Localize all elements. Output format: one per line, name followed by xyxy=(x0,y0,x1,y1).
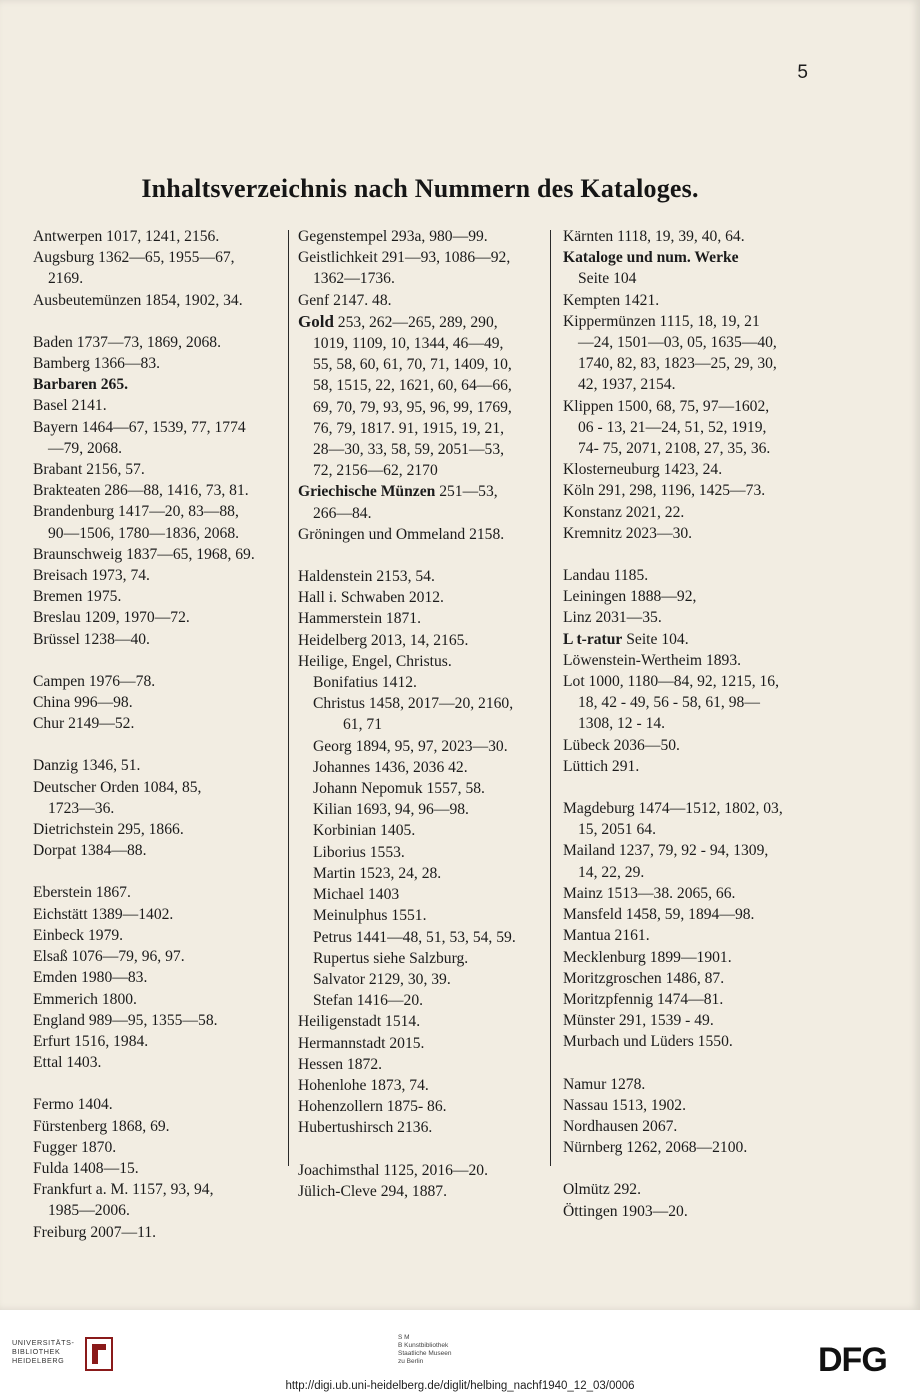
index-entry xyxy=(298,311,542,482)
entry-line: Münster 291, 1539 - 49. xyxy=(563,1012,714,1030)
index-subentry xyxy=(298,799,542,820)
index-entry xyxy=(33,1052,281,1073)
entry-line: Kataloge und num. Werke xyxy=(563,249,739,267)
entry-line: Moritzpfennig 1474—81. xyxy=(563,990,724,1008)
entry-line: Löwenstein-Wertheim 1893. xyxy=(563,651,742,669)
entry-line: Haldenstein 2153, 54. xyxy=(298,568,435,586)
entry-line: Gold 253, 262—265, 289, 290, xyxy=(298,311,498,331)
entry-line: Korbinian 1405. xyxy=(313,822,416,840)
entry-line: 1308, 12 - 14. xyxy=(578,715,666,733)
entry-line: Breisach 1973, 74. xyxy=(33,567,150,585)
university-library-logo[interactable] xyxy=(12,1338,75,1365)
entry-line: —79, 2068. xyxy=(48,439,123,457)
entry-line: Olmütz 292. xyxy=(563,1181,641,1199)
entry-line: Antwerpen 1017, 1241, 2156. xyxy=(33,228,220,245)
index-entry xyxy=(298,630,542,651)
entry-line: Basel 2141. xyxy=(33,397,107,415)
entry-line: Freiburg 2007—11. xyxy=(33,1223,157,1241)
entry-line: Salvator 2129, 30, 39. xyxy=(313,970,451,988)
index-entry xyxy=(563,607,815,628)
entry-line: Genf 2147. 48. xyxy=(298,291,392,309)
index-entry xyxy=(563,650,815,671)
index-entry xyxy=(33,353,281,374)
entry-line: Heiligenstadt 1514. xyxy=(298,1013,421,1031)
entry-line: Nordhausen 2067. xyxy=(563,1117,678,1135)
entry-line: Liborius 1553. xyxy=(313,843,405,861)
entry-line: Georg 1894, 95, 97, 2023—30. xyxy=(313,737,508,755)
index-entry xyxy=(298,524,542,545)
entry-line: Rupertus siehe Salzburg. xyxy=(313,949,469,967)
index-entry xyxy=(33,671,281,692)
entry-line: Dietrichstein 295, 1866. xyxy=(33,821,184,839)
index-gap xyxy=(33,1073,281,1094)
index-entry xyxy=(298,1096,542,1117)
entry-line: Bamberg 1366—83. xyxy=(33,355,161,373)
stamp-line: B Kunstbibliothek xyxy=(398,1342,449,1349)
permalink-url[interactable]: http://digi.ub.uni-heidelberg.de/diglit/helbing_nachf1940_12_03/0006 xyxy=(285,1380,635,1392)
index-entry xyxy=(563,1137,815,1158)
entry-line: 1362—1736. xyxy=(313,270,395,288)
dfg-logo[interactable] xyxy=(818,1344,910,1374)
entry-line: Kempten 1421. xyxy=(563,291,660,309)
entry-line: Namur 1278. xyxy=(563,1075,646,1093)
entry-line: Joachimsthal 1125, 2016—20. xyxy=(298,1161,488,1179)
entry-line: 14, 22, 29. xyxy=(578,863,645,881)
index-subentry xyxy=(298,969,542,990)
index-entry xyxy=(33,755,281,776)
index-entry xyxy=(33,501,281,543)
index-entry xyxy=(563,756,815,777)
entry-line: Heidelberg 2013, 14, 2165. xyxy=(298,631,469,649)
entry-line: Hohenlohe 1873, 74. xyxy=(298,1076,429,1094)
entry-line: Barbaren 265. xyxy=(33,376,129,394)
index-entry xyxy=(33,565,281,586)
entry-line: China 996—98. xyxy=(33,694,133,712)
index-entry xyxy=(33,226,281,247)
entry-line: Danzig 1346, 51. xyxy=(33,757,141,775)
index-entry xyxy=(33,1158,281,1179)
entry-line: Baden 1737—73, 1869, 2068. xyxy=(33,333,221,351)
logo-text-line: UNIVERSITÄTS- xyxy=(12,1338,75,1347)
index-entry xyxy=(298,290,542,311)
entry-line: Klippen 1500, 68, 75, 97—1602, xyxy=(563,397,770,415)
library-emblem-icon xyxy=(84,1336,114,1372)
index-entry xyxy=(33,882,281,903)
entry-line: Heilige, Engel, Christus. xyxy=(298,652,452,670)
entry-line: Emden 1980—83. xyxy=(33,969,148,987)
entry-line: 1740, 82, 83, 1823—25, 29, 30, xyxy=(578,355,777,373)
entry-line: Mailand 1237, 79, 92 - 94, 1309, xyxy=(563,842,769,860)
index-entry xyxy=(563,311,815,396)
index-entry xyxy=(563,1074,815,1095)
index-entry xyxy=(563,904,815,925)
index-gap xyxy=(33,311,281,332)
index-entry xyxy=(298,1011,542,1032)
index-subentry xyxy=(298,820,542,841)
entry-line: Landau 1185. xyxy=(563,567,649,585)
entry-line: Deutscher Orden 1084, 85, xyxy=(33,778,202,796)
entry-line: Emmerich 1800. xyxy=(33,990,137,1008)
index-entry xyxy=(33,395,281,416)
index-entry xyxy=(33,904,281,925)
entry-line: Kremnitz 2023—30. xyxy=(563,524,693,542)
index-subentry xyxy=(298,927,542,948)
entry-line: Kärnten 1118, 19, 39, 40, 64. xyxy=(563,228,745,245)
index-entry xyxy=(563,968,815,989)
entry-line: Meinulphus 1551. xyxy=(313,907,427,925)
index-entry xyxy=(563,480,815,501)
entry-line: Ettal 1403. xyxy=(33,1054,102,1072)
index-entry xyxy=(563,883,815,904)
index-entry xyxy=(563,1179,815,1200)
entry-line: Öttingen 1903—20. xyxy=(563,1202,688,1220)
index-subentry xyxy=(298,905,542,926)
index-entry xyxy=(298,587,542,608)
entry-line: Brandenburg 1417—20, 83—88, xyxy=(33,503,239,521)
entry-line: 266—84. xyxy=(313,504,372,522)
entry-line: Gröningen und Ommeland 2158. xyxy=(298,525,505,543)
index-entry xyxy=(33,1031,281,1052)
index-entry xyxy=(298,481,542,523)
index-column-3 xyxy=(563,226,815,1222)
index-entry xyxy=(563,1010,815,1031)
index-subentry xyxy=(298,672,542,693)
index-entry xyxy=(298,226,542,247)
index-subentry xyxy=(298,990,542,1011)
entry-line: Hammerstein 1871. xyxy=(298,610,421,628)
entry-line: Hessen 1872. xyxy=(298,1055,383,1073)
index-gap xyxy=(33,734,281,755)
index-entry xyxy=(298,1181,542,1202)
entry-line: Bonifatius 1412. xyxy=(313,674,417,692)
entry-line: Bremen 1975. xyxy=(33,588,122,606)
entry-line: Lot 1000, 1180—84, 92, 1215, 16, xyxy=(563,673,779,691)
index-entry xyxy=(33,925,281,946)
page-title: Inhaltsverzeichnis nach Nummern des Kataloges. xyxy=(141,174,699,203)
entry-line: 42, 1937, 2154. xyxy=(578,376,676,394)
index-gap xyxy=(33,861,281,882)
entry-line: Kilian 1693, 94, 96—98. xyxy=(313,801,469,819)
entry-line: Erfurt 1516, 1984. xyxy=(33,1032,149,1050)
entry-line: Braunschweig 1837—65, 1968, 69. xyxy=(33,545,255,563)
entry-line: Mainz 1513—38. 2065, 66. xyxy=(563,884,736,902)
entry-line: 74- 75, 2071, 2108, 27, 35, 36. xyxy=(578,440,771,458)
entry-line: Seite 104 xyxy=(578,270,637,288)
entry-line: Kippermünzen 1115, 18, 19, 21 xyxy=(563,312,760,330)
index-subentry xyxy=(298,863,542,884)
index-entry xyxy=(33,777,281,819)
entry-line: Nassau 1513, 1902. xyxy=(563,1096,687,1114)
entry-line: Fürstenberg 1868, 69. xyxy=(33,1117,170,1135)
index-entry xyxy=(33,629,281,650)
index-entry xyxy=(33,967,281,988)
entry-line: 15, 2051 64. xyxy=(578,821,656,839)
entry-line: Griechische Münzen 251—53, xyxy=(298,483,498,501)
index-entry xyxy=(33,544,281,565)
logo-text-line: BIBLIOTHEK xyxy=(12,1347,61,1356)
index-entry xyxy=(563,1031,815,1052)
entry-line: Ausbeutemünzen 1854, 1902, 34. xyxy=(33,291,243,309)
index-entry xyxy=(33,1116,281,1137)
entry-line: Mecklenburg 1899—1901. xyxy=(563,948,732,966)
index-entry xyxy=(33,480,281,501)
column-divider xyxy=(288,230,289,1166)
entry-line: Brakteaten 286—88, 1416, 73, 81. xyxy=(33,482,249,500)
index-entry xyxy=(298,651,542,672)
index-entry xyxy=(563,396,815,460)
entry-line: Magdeburg 1474—1512, 1802, 03, xyxy=(563,800,783,818)
index-gap xyxy=(298,545,542,566)
entry-line: Martin 1523, 24, 28. xyxy=(313,864,442,882)
index-column-2 xyxy=(298,226,542,1202)
entry-line: Gegenstempel 293a, 980—99. xyxy=(298,228,488,245)
entry-line: 1985—2006. xyxy=(48,1202,130,1220)
index-entry xyxy=(563,947,815,968)
entry-line: 76, 79, 1817. 91, 1915, 19, 21, xyxy=(313,419,505,437)
index-entry xyxy=(33,332,281,353)
index-gap xyxy=(563,544,815,565)
index-entry xyxy=(563,565,815,586)
index-entry xyxy=(298,1075,542,1096)
entry-line: Murbach und Lüders 1550. xyxy=(563,1033,733,1051)
entry-line: Eichstätt 1389—1402. xyxy=(33,905,174,923)
entry-line: Klosterneuburg 1423, 24. xyxy=(563,461,723,479)
entry-line: Michael 1403 xyxy=(313,886,400,904)
entry-line: Hall i. Schwaben 2012. xyxy=(298,589,444,607)
index-entry xyxy=(33,1222,281,1243)
index-entry xyxy=(563,1201,815,1222)
page-number: 5 xyxy=(797,62,808,83)
entry-line: Johann Nepomuk 1557, 58. xyxy=(313,780,485,798)
index-entry xyxy=(298,1160,542,1181)
logo-text-line: HEIDELBERG xyxy=(12,1356,65,1365)
entry-line: 69, 70, 79, 93, 95, 96, 99, 1769, xyxy=(313,398,512,416)
index-subentry xyxy=(298,693,542,735)
index-entry xyxy=(33,417,281,459)
entry-line: Mantua 2161. xyxy=(563,927,650,945)
svg-text:DFG: DFG xyxy=(818,1344,887,1374)
index-subentry xyxy=(298,736,542,757)
stamp-line: S M xyxy=(398,1334,410,1341)
entry-line: Leiningen 1888—92, xyxy=(563,588,697,606)
entry-line: 90—1506, 1780—1836, 2068. xyxy=(48,524,240,542)
index-subentry xyxy=(298,757,542,778)
entry-line: Campen 1976—78. xyxy=(33,672,156,690)
entry-line: Dorpat 1384—88. xyxy=(33,842,147,860)
entry-line: Bayern 1464—67, 1539, 77, 1774 xyxy=(33,418,246,436)
index-entry xyxy=(33,840,281,861)
index-entry xyxy=(298,608,542,629)
index-entry xyxy=(33,692,281,713)
entry-line: 06 - 13, 21—24, 51, 52, 1919, xyxy=(578,418,767,436)
entry-line: Lübeck 2036—50. xyxy=(563,736,680,754)
entry-line: Chur 2149—52. xyxy=(33,715,135,733)
index-entry xyxy=(33,374,281,395)
entry-line: Moritzgroschen 1486, 87. xyxy=(563,969,725,987)
entry-line: Stefan 1416—20. xyxy=(313,992,424,1010)
entry-line: Brabant 2156, 57. xyxy=(33,461,145,479)
stamp-line: Staatliche Museen xyxy=(398,1350,452,1357)
index-entry xyxy=(298,566,542,587)
index-entry xyxy=(563,925,815,946)
entry-line: Hohenzollern 1875- 86. xyxy=(298,1098,447,1116)
entry-line: Augsburg 1362—65, 1955—67, xyxy=(33,249,235,267)
index-entry xyxy=(33,607,281,628)
entry-line: Geistlichkeit 291—93, 1086—92, xyxy=(298,249,511,267)
entry-line: Köln 291, 298, 1196, 1425—73. xyxy=(563,482,766,500)
index-entry xyxy=(33,586,281,607)
entry-line: 28—30, 33, 58, 59, 2051—53, xyxy=(313,441,505,459)
index-entry xyxy=(298,1033,542,1054)
museum-stamp xyxy=(398,1334,528,1366)
entry-line: Elsaß 1076—79, 96, 97. xyxy=(33,948,185,966)
index-entry xyxy=(563,629,815,650)
index-entry xyxy=(33,989,281,1010)
entry-line: Eberstein 1867. xyxy=(33,884,131,902)
entry-line: Konstanz 2021, 22. xyxy=(563,503,685,521)
index-subentry xyxy=(298,842,542,863)
index-entry xyxy=(563,523,815,544)
entry-line: Fugger 1870. xyxy=(33,1138,117,1156)
index-entry xyxy=(563,1095,815,1116)
entry-line: Breslau 1209, 1970—72. xyxy=(33,609,190,627)
index-subentry xyxy=(298,948,542,969)
entry-line: Einbeck 1979. xyxy=(33,926,124,944)
index-gap xyxy=(298,1139,542,1160)
index-entry xyxy=(33,713,281,734)
index-entry xyxy=(563,989,815,1010)
entry-line: Fermo 1404. xyxy=(33,1096,113,1114)
entry-line: Lüttich 291. xyxy=(563,757,640,775)
entry-line: Johannes 1436, 2036 42. xyxy=(313,758,468,776)
index-entry xyxy=(563,1116,815,1137)
entry-line: Jülich-Cleve 294, 1887. xyxy=(298,1182,447,1200)
entry-line: 18, 42 - 49, 56 - 58, 61, 98— xyxy=(578,694,760,712)
index-entry xyxy=(33,459,281,480)
entry-line: 61, 71 xyxy=(343,716,382,734)
index-entry xyxy=(563,735,815,756)
index-entry xyxy=(563,502,815,523)
index-entry xyxy=(33,1179,281,1221)
entry-line: 1723—36. xyxy=(48,799,115,817)
index-entry xyxy=(563,798,815,840)
entry-line: L t-ratur Seite 104. xyxy=(563,630,689,648)
index-gap xyxy=(563,777,815,798)
entry-line: —24, 1501—03, 05, 1635—40, xyxy=(578,334,777,352)
index-entry xyxy=(563,290,815,311)
viewer-footer xyxy=(0,1310,920,1394)
entry-line: England 989—95, 1355—58. xyxy=(33,1011,218,1029)
index-entry xyxy=(563,247,815,289)
index-entry xyxy=(33,1094,281,1115)
index-gap xyxy=(563,1053,815,1074)
index-column-1 xyxy=(33,226,281,1243)
entry-line: Mansfeld 1458, 59, 1894—98. xyxy=(563,906,755,924)
index-entry xyxy=(33,290,281,311)
index-entry xyxy=(33,946,281,967)
index-subentry xyxy=(298,778,542,799)
index-entry xyxy=(563,459,815,480)
entry-line: 1019, 1109, 10, 1344, 46—49, xyxy=(313,335,504,353)
entry-line: Nürnberg 1262, 2068—2100. xyxy=(563,1139,748,1157)
index-entry xyxy=(563,840,815,882)
index-entry xyxy=(563,226,815,247)
entry-line: 72, 2156—62, 2170 xyxy=(313,462,438,480)
index-entry xyxy=(563,671,815,735)
entry-line: Frankfurt a. M. 1157, 93, 94, xyxy=(33,1181,214,1199)
index-entry xyxy=(298,1054,542,1075)
index-entry xyxy=(298,247,542,289)
entry-line: Linz 2031—35. xyxy=(563,609,662,627)
entry-line: Brüssel 1238—40. xyxy=(33,630,150,648)
index-entry xyxy=(33,819,281,840)
entry-line: 58, 1515, 22, 1621, 60, 64—66, xyxy=(313,377,512,395)
entry-line: Christus 1458, 2017—20, 2160, xyxy=(313,695,514,713)
index-entry xyxy=(563,586,815,607)
index-entry xyxy=(33,1137,281,1158)
index-gap xyxy=(33,650,281,671)
entry-line: Fulda 1408—15. xyxy=(33,1159,139,1177)
index-entry xyxy=(298,1117,542,1138)
column-divider xyxy=(550,230,551,1166)
index-gap xyxy=(563,1158,815,1179)
entry-line: 55, 58, 60, 61, 70, 71, 1409, 10, xyxy=(313,356,512,374)
index-entry xyxy=(33,247,281,289)
entry-line: Petrus 1441—48, 51, 53, 54, 59. xyxy=(313,928,516,946)
entry-line: Hubertushirsch 2136. xyxy=(298,1119,433,1137)
index-subentry xyxy=(298,884,542,905)
entry-line: Hermannstadt 2015. xyxy=(298,1034,425,1052)
index-entry xyxy=(33,1010,281,1031)
entry-line: 2169. xyxy=(48,270,84,288)
stamp-line: zu Berlin xyxy=(398,1358,424,1365)
